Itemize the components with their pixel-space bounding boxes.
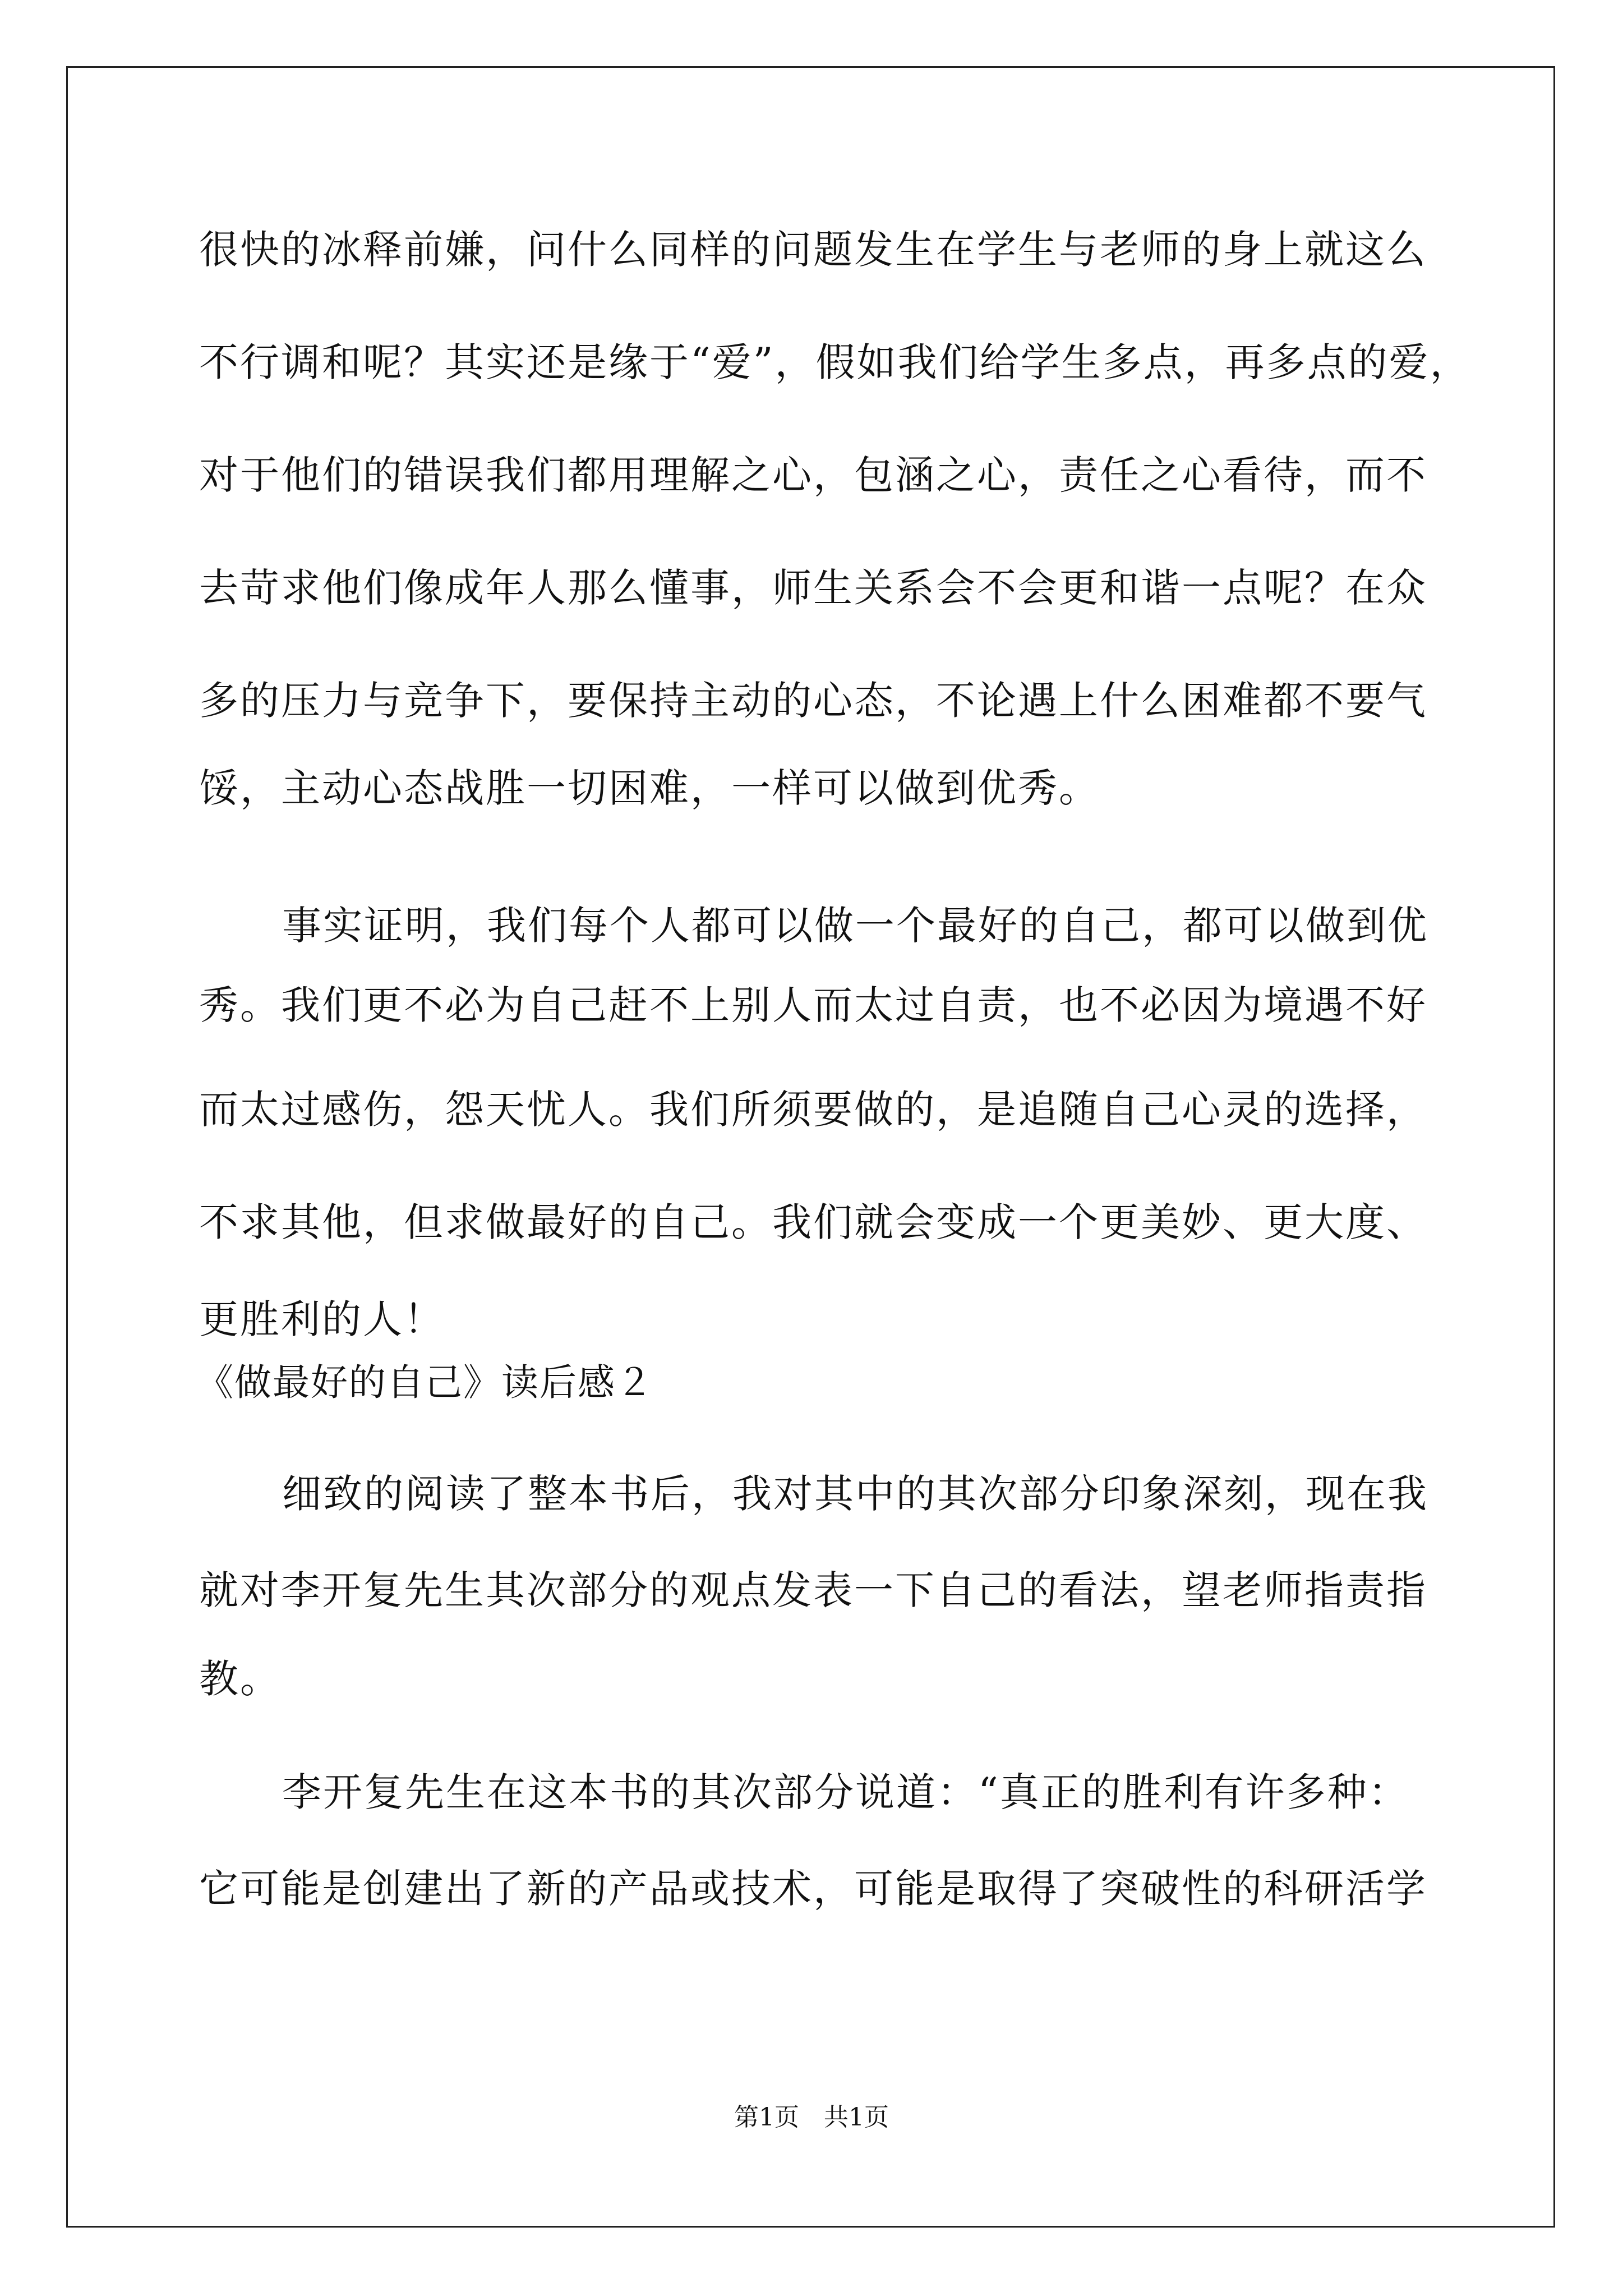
paragraph-line: 不行调和呢？其实还是缘于“爱”，假如我们给学生多点，再多点的爱， — [199, 339, 1471, 385]
paragraph-line: 更胜利的人！ — [199, 1296, 445, 1342]
paragraph-line: 对于他们的错误我们都用理解之心，包涵之心，责任之心看待，而不 — [199, 452, 1427, 498]
paragraph-line: 很快的冰释前嫌，问什么同样的问题发生在学生与老师的身上就这么 — [199, 227, 1427, 273]
paragraph-line: 事实证明，我们每个人都可以做一个最好的自己，都可以做到优 — [282, 903, 1428, 949]
paragraph-line: 馁，主动心态战胜一切困难，一样可以做到优秀。 — [199, 765, 1100, 811]
page-footer: 第1页 共1页 — [734, 2103, 889, 2132]
paragraph-line: 不求其他，但求做最好的自己。我们就会变成一个更美妙、更大度、 — [199, 1199, 1427, 1245]
paragraph-line: 就对李开复先生其次部分的观点发表一下自己的看法，望老师指责指 — [199, 1567, 1427, 1613]
paragraph-line: 细致的阅读了整本书后，我对其中的其次部分印象深刻，现在我 — [282, 1471, 1428, 1517]
paragraph-line: 多的压力与竞争下，要保持主动的心态，不论遇上什么困难都不要气 — [199, 678, 1427, 724]
paragraph-line: 教。 — [199, 1656, 281, 1702]
paragraph-line: 李开复先生在这本书的其次部分说道：“真正的胜利有许多种： — [282, 1769, 1409, 1815]
paragraph-line: 而太过感伤，怨天忧人。我们所须要做的，是追随自己心灵的选择， — [199, 1087, 1427, 1133]
paragraph-line: 它可能是创建出了新的产品或技术，可能是取得了突破性的科研活学 — [199, 1866, 1427, 1912]
paragraph-line: 秀。我们更不必为自己赶不上别人而太过自责，也不必因为境遇不好 — [199, 982, 1427, 1028]
paragraph-line: 去苛求他们像成年人那么懂事，师生关系会不会更和谐一点呢？在众 — [199, 565, 1427, 611]
section-heading: 《做最好的自己》读后感２ — [196, 1361, 654, 1404]
